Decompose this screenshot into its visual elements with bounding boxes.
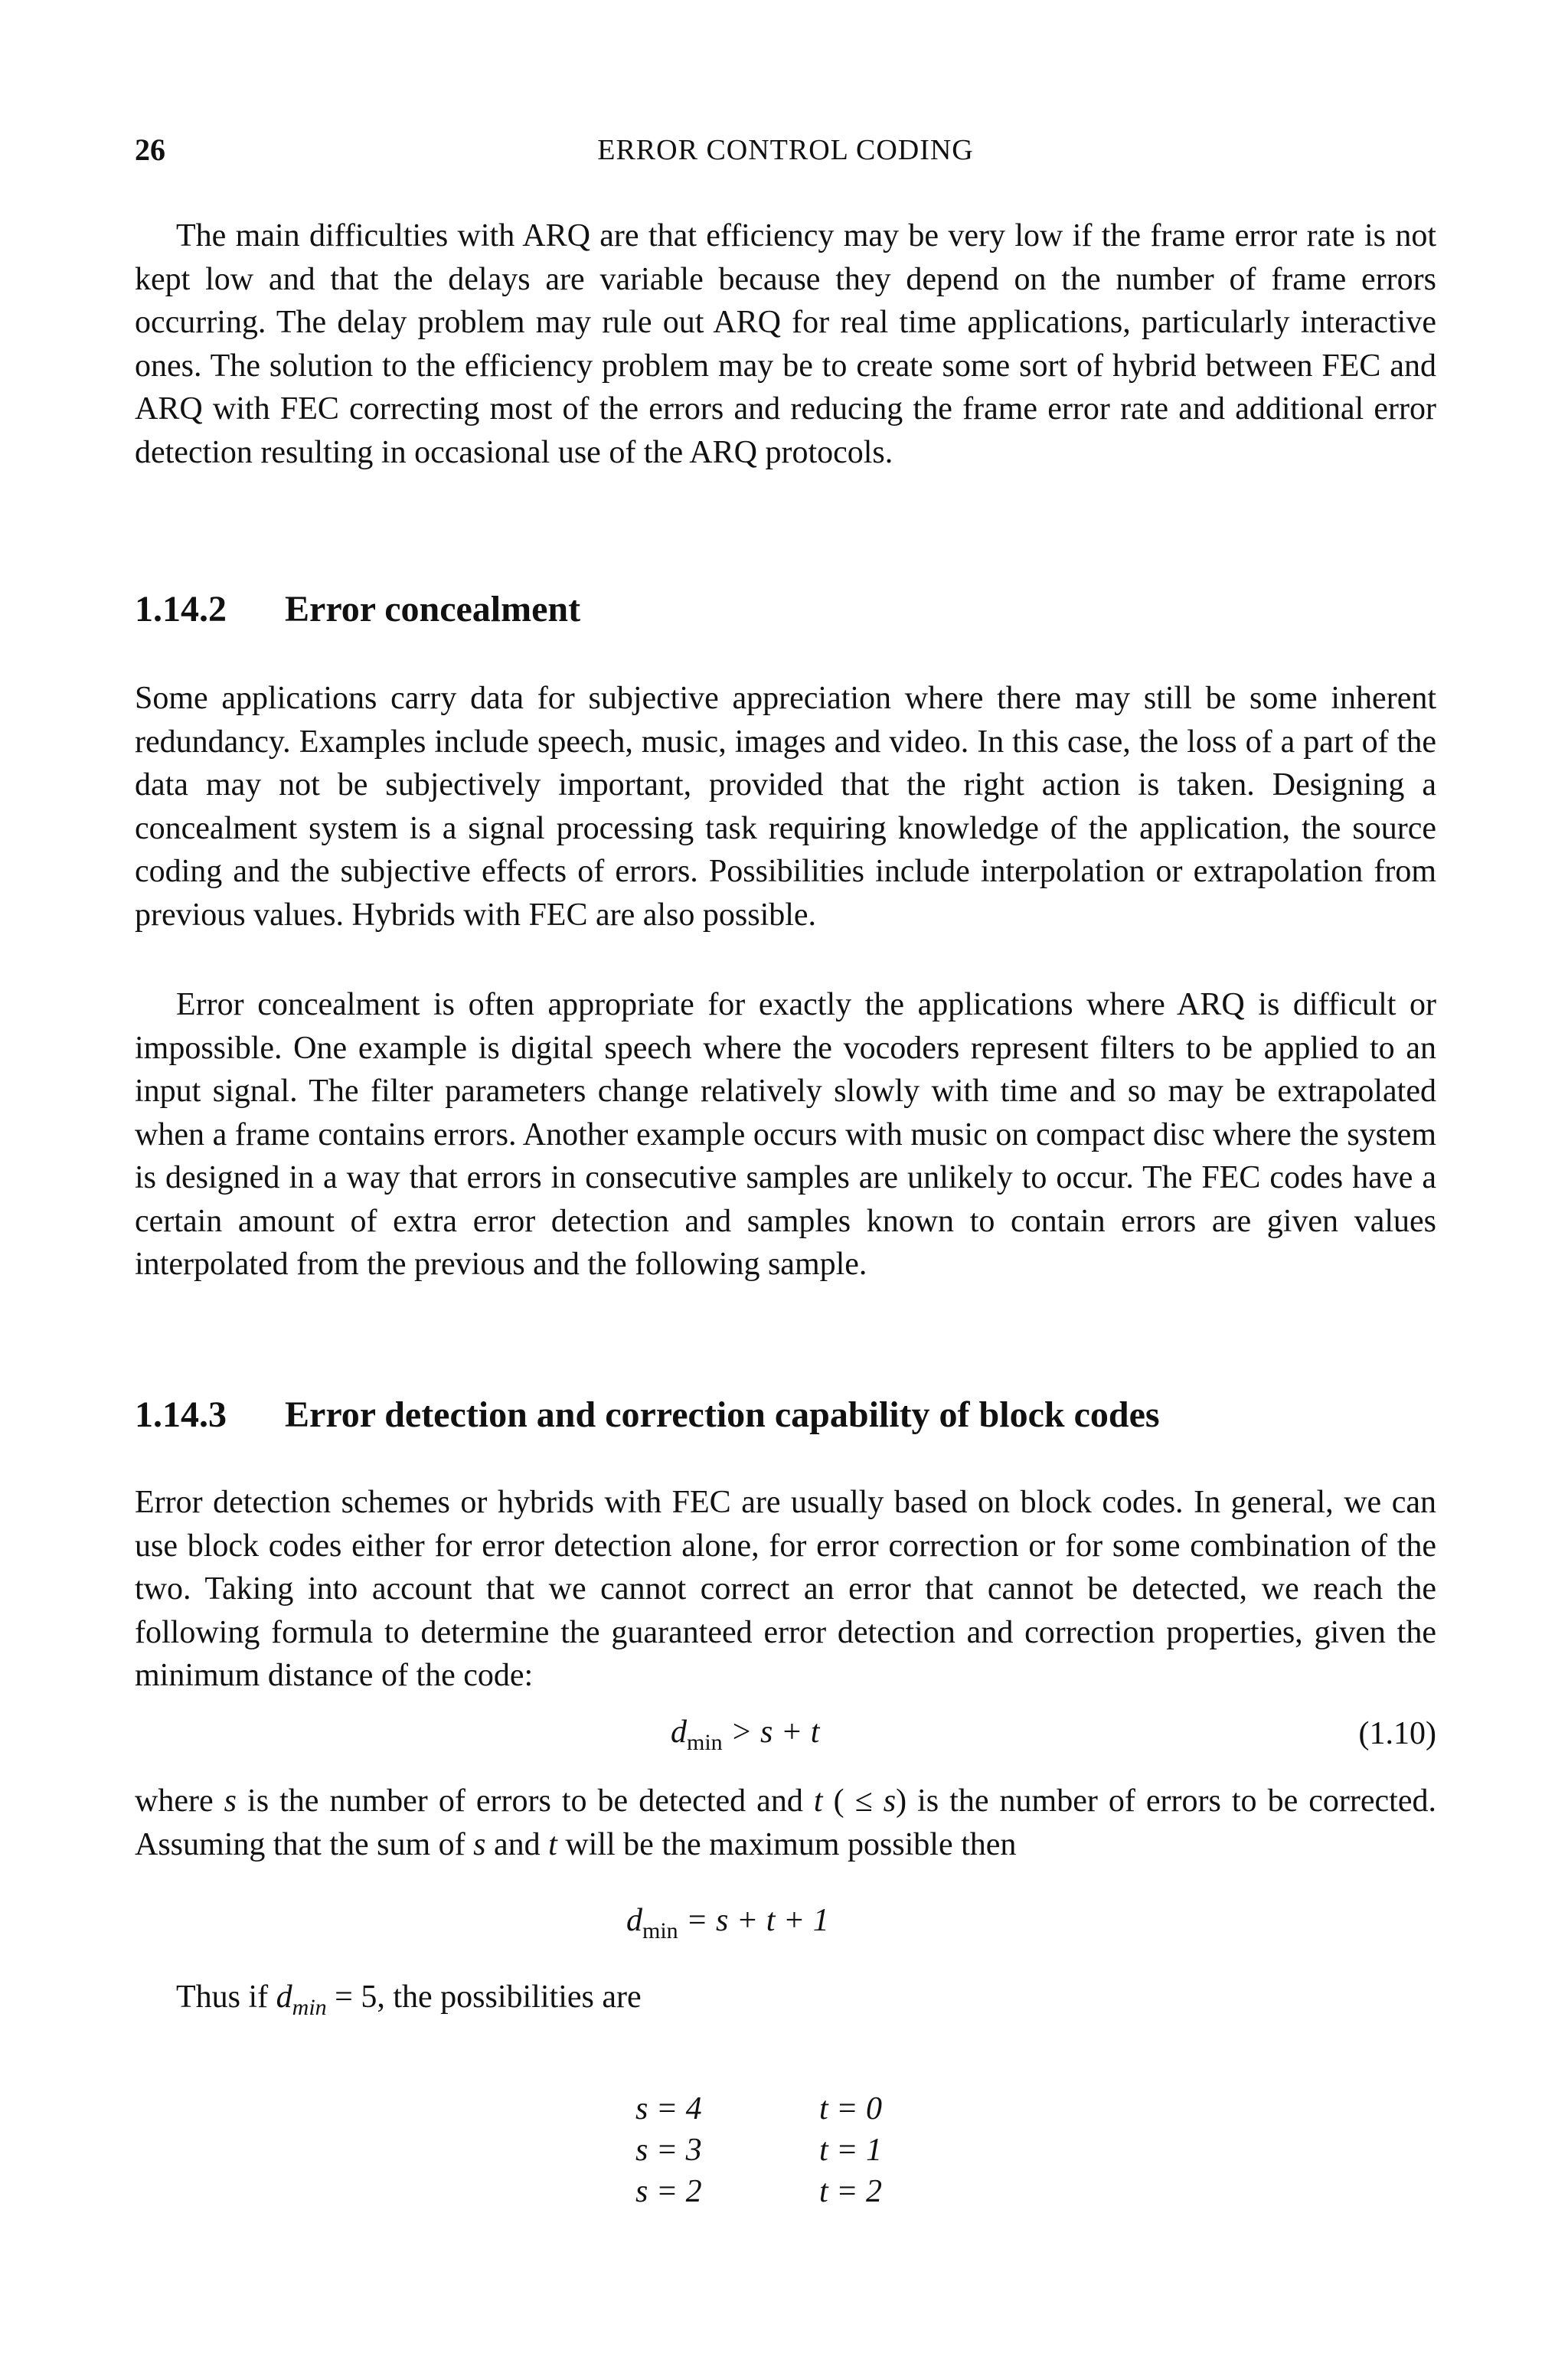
block-codes-paragraph: Error detection schemes or hybrids with FEC are usually based on block codes. In general, we can use block codes either for error detection alone, for error correction or for some combination of the two. Taking into account that we cannot correct an error that cannot be detected, we reach the following formula to determine the guaranteed error detection and correction properties, given the minimum distance of the code: (135, 1485, 1436, 1693)
section-number: 1.14.3 (135, 1394, 227, 1435)
possibility-t: t = 1 (819, 2133, 883, 2168)
text-run: where (135, 1783, 224, 1819)
possibility-t: t = 2 (819, 2174, 883, 2209)
eq-subscript: min (687, 1730, 723, 1755)
running-head: ERROR CONTROL CODING (597, 134, 974, 166)
eq-var: d (276, 1979, 292, 2015)
possibility-t: t = 0 (819, 2091, 883, 2126)
equation-1-10 (671, 1714, 820, 1755)
concealment-paragraph-1: Some applications carry data for subjective appreciation where there may still be some inherent redundancy. Examples include speech, music, images and video. In this case, the loss of a part of the data may not be subjectively important, provided that the right action is taken. Designing a concealment system is a signal processing task requiring knowledge of the application, the source coding and the subjective effects of errors. Possibilities include interpolation or extrapolation from previous values. Hybrids with FEC are also possible. (135, 681, 1436, 933)
section-heading-1-14-3 (135, 1394, 1160, 1436)
possibility-s: s = 4 (635, 2091, 702, 2126)
text-run: ) is the number of errors to be corrected. Assuming that the sum of (135, 1783, 1436, 1862)
thus-line (176, 1979, 642, 2020)
intro-paragraph: The main difficulties with ARQ are that efficiency may be very low if the frame error rate is not kept low and that the delays are variable because they depend on the number of frame errors occurring. The delay problem may rule out ARQ for real time applications, particularly interactive ones. The solution to the efficiency problem may be to create some sort of hybrid between FEC and ARQ with FEC correcting most of the errors and reducing the frame error rate and additional error detection resulting in occasional use of the ARQ protocols. (135, 218, 1436, 470)
possibility-row (635, 2091, 882, 2132)
possibility-row (635, 2173, 882, 2215)
equation-dmin (626, 1902, 829, 1943)
eq-subscript: min (642, 1918, 678, 1943)
section-title: Error concealment (285, 589, 581, 629)
var-t: t (548, 1826, 557, 1862)
var-s: s (473, 1826, 486, 1862)
where-paragraph (135, 1780, 1436, 1866)
possibilities-table (635, 2091, 882, 2215)
text-run: is the number of errors to be detected and (237, 1783, 814, 1819)
text-run: ( ≤ (822, 1783, 884, 1819)
page-header (135, 132, 1436, 178)
section-title: Error detection and correction capability of block codes (285, 1394, 1160, 1435)
page-number: 26 (135, 132, 165, 167)
var-s: s (224, 1783, 237, 1819)
eq-rhs: > s + t (730, 1715, 820, 1750)
var-t: t (813, 1783, 823, 1819)
eq-var: d (626, 1903, 642, 1938)
possibility-row (635, 2132, 882, 2173)
text-run: Thus if (176, 1979, 276, 2015)
eq-subscript: min (292, 1995, 327, 2020)
section-number: 1.14.2 (135, 589, 227, 629)
text-run: will be the maximum possible then (557, 1826, 1017, 1862)
text-run: and (485, 1826, 549, 1862)
var-s: s (883, 1783, 897, 1819)
equation-label: (1.10) (1358, 1716, 1436, 1751)
concealment-paragraph-2: Error concealment is often appropriate for exactly the applications where ARQ is difficult or impossible. One example is digital speech where the vocoders represent filters to be applied to an input signal. The filter parameters change relatively slowly with time and so may be extrapolated when a frame contains errors. Another example occurs with music on compact disc where the system is designed in a way that errors in consecutive samples are unlikely to occur. The FEC codes have a certain amount of extra error detection and samples known to contain errors are given values interpolated from the previous and the following sample. (135, 987, 1436, 1282)
eq-rhs: = s + t + 1 (686, 1903, 829, 1938)
eq-var: d (671, 1715, 687, 1750)
possibility-s: s = 2 (635, 2174, 702, 2209)
text-run: = 5, the possibilities are (326, 1979, 642, 2015)
section-heading-1-14-2 (135, 588, 580, 630)
possibility-s: s = 3 (635, 2133, 702, 2168)
